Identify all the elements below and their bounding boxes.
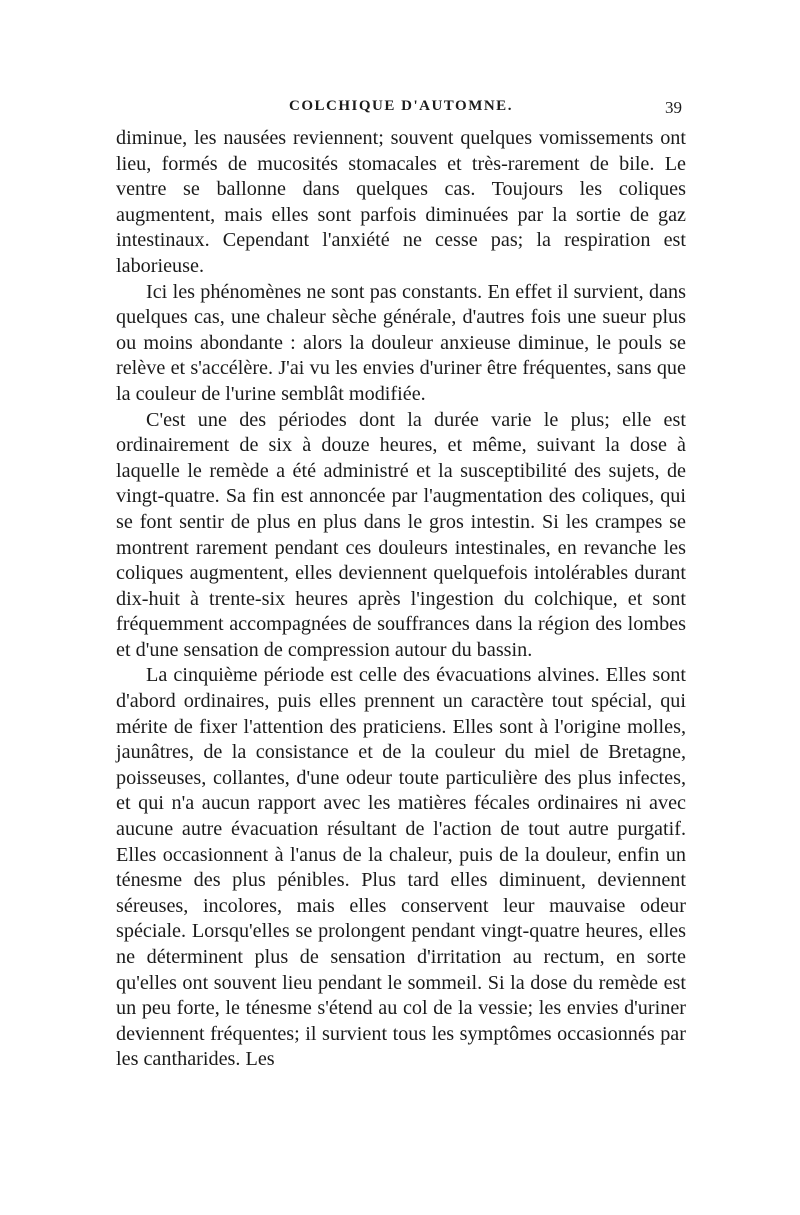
page-number: 39 <box>665 98 682 117</box>
paragraph-duree: C'est une des périodes dont la durée varie le plus; elle est ordinairement de six à douze heures, et même, suivant la dose à laquelle le remède a été administré et la susceptibilité des sujets, de vingt-quatre. Sa fin est annoncée par l'augmentation des coliques, qui se font sentir de plus en plus dans le gros intestin. Si les crampes se montrent rarement pendant ces douleurs intestinales, en revanche les coliques augmentent, elles deviennent quelquefois intolérables durant dix-huit à trente-six heures après l'ingestion du colchique, et sont fréquemment accompagnées de souffrances dans la région des lombes et d'une sensation de compression autour du bassin. <box>116 408 686 661</box>
body-text <box>116 126 686 1073</box>
paragraph-continuation: diminue, les nausées reviennent; souvent quelques vomissements ont lieu, formés de mucosités stomacales et très-rarement de bile. Le ventre se ballonne dans quelques cas. Toujours les coliques augmentent, mais elles sont parfois diminuées par la sortie de gaz intestinaux. Cependant l'anxiété ne cesse pas; la respiration est laborieuse. <box>116 127 686 277</box>
paragraph-phenomenes: Ici les phénomènes ne sont pas constants. En effet il survient, dans quelques cas, une chaleur sèche générale, d'autres fois une sueur plus ou moins abondante : alors la douleur anxieuse diminue, le pouls se relève et s'accélère. J'ai vu les envies d'uriner être fréquentes, sans que la couleur de l'urine semblât modifiée. <box>116 280 686 405</box>
paragraph-cinquieme-periode: La cinquième période est celle des évacuations alvines. Elles sont d'abord ordinaires, puis elles prennent un caractère tout spécial, qui mérite de fixer l'attention des praticiens. Elles sont à l'origine molles, jaunâtres, de la consistance et de la couleur du miel de Bretagne, poisseuses, collantes, d'une odeur toute particulière des plus infectes, et qui n'a aucun rapport avec les matières fécales ordinaires ni avec aucune autre évacuation résultant de l'action de tout autre purgatif. Elles occasionnent à l'anus de la chaleur, puis de la douleur, enfin un ténesme des plus pénibles. Plus tard elles diminuent, deviennent séreuses, incolores, mais elles conservent leur mauvaise odeur spéciale. Lorsqu'elles se prolongent pendant vingt-quatre heures, elles ne déterminent plus de sensation d'irritation au rectum, en sorte qu'elles ont souvent lieu pendant le sommeil. Si la dose du remède est un peu forte, le ténesme s'étend au col de la vessie; les envies d'uriner deviennent fréquentes; il survient tous les symptômes occasionnés par les cantharides. Les <box>116 664 686 1071</box>
running-title: COLCHIQUE D'AUTOMNE. <box>289 98 513 114</box>
running-head <box>116 98 686 122</box>
